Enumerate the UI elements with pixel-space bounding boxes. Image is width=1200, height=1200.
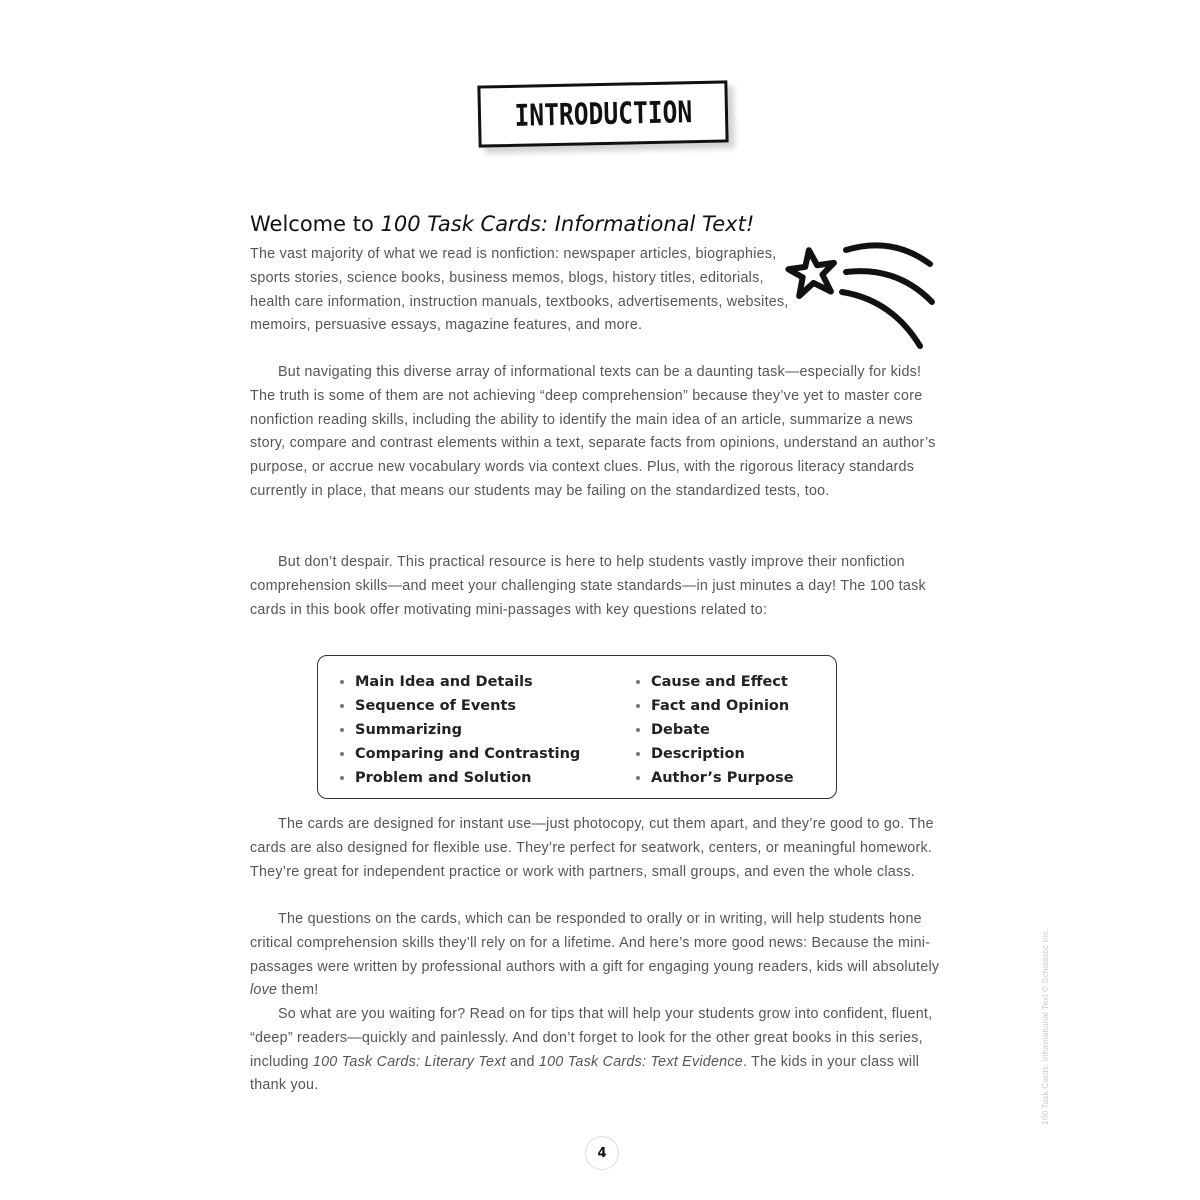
text-emphasis: love — [250, 982, 278, 999]
section-title-box — [477, 80, 728, 147]
skill-label: Comparing and Contrasting — [355, 746, 581, 762]
skill-item — [636, 670, 794, 694]
bullet-icon — [340, 752, 344, 756]
skill-item — [636, 694, 794, 718]
skills-list-box — [317, 655, 837, 799]
skill-label: Fact and Opinion — [651, 698, 790, 714]
paragraph-challenge: But navigating this diverse array of informational texts can be a daunting task—especially for kids! The truth is some of them are not achieving “deep comprehension” because they’ve yet to master core nonfiction reading skills, including the ability to identify the main idea of an article, summarize a news story, compare and contrast elements within a text, separate facts from opinions, understand an author’s purpose, or accrue new vocabulary words via context clues. Plus, with the rigorous literacy standards currently in place, that means our students may be failing on the standardized tests, too. — [250, 364, 936, 499]
bullet-icon — [340, 776, 344, 780]
skill-label: Description — [651, 746, 745, 762]
text-run: So what are you waiting for? Read on for tips that will help your students grow into confident, fluent, “deep” readers—quickly and painlessly. And don’t forget to look for the other great books in this series, including — [250, 1006, 933, 1070]
page-heading — [250, 212, 754, 236]
skill-label: Cause and Effect — [651, 674, 788, 690]
book-title-literary: 100 Task Cards: Literary Text — [312, 1053, 506, 1070]
skill-item — [340, 694, 580, 718]
book-title-evidence: 100 Task Cards: Text Evidence — [538, 1053, 743, 1070]
page-number-label: 4 — [597, 1145, 607, 1161]
bullet-icon — [636, 776, 640, 780]
paragraph-usage: The cards are designed for instant use—just photocopy, cut them apart, and they’re good to go. The cards are also designed for flexible use. They’re perfect for seatwork, centers, or meaningful homework. They’re great for independent practice or work with partners, small groups, and even the whole class. — [250, 816, 934, 880]
bullet-icon — [636, 680, 640, 684]
skill-item — [636, 766, 794, 790]
skill-item — [636, 742, 794, 766]
heading-prefix: Welcome to — [250, 212, 381, 237]
bullet-icon — [340, 704, 344, 708]
skill-item — [340, 670, 580, 694]
bullet-icon — [340, 680, 344, 684]
skills-list-left — [340, 670, 580, 790]
shooting-star-icon — [782, 236, 942, 356]
bullet-icon — [340, 728, 344, 732]
text-run: The questions on the cards, which can be responded to orally or in writing, will help students hone critical comprehension skills they’ll rely on for a lifetime. And here’s more good news: Because the mini-passages were written by professional authors with a gift for engaging young readers, kids will absolutely — [250, 911, 940, 975]
skill-label: Summarizing — [355, 722, 463, 738]
heading-book-title: 100 Task Cards: Informational Text! — [380, 212, 755, 237]
skill-item — [340, 718, 580, 742]
paragraph-closing — [250, 1003, 950, 1098]
paragraph-resource: But don’t despair. This practical resource is here to help students vastly improve their nonfiction comprehension skills—and meet your challenging state standards—in just minutes a day! The 100 task cards in this book offer motivating mini-passages with key questions related to: — [250, 554, 926, 618]
text-run: them! — [277, 982, 319, 999]
text-run: and — [505, 1053, 539, 1070]
skill-item — [340, 766, 580, 790]
page-number — [585, 1136, 619, 1170]
skill-item — [340, 742, 580, 766]
text-run: . The kids in your class will thank you. — [250, 1053, 920, 1094]
skills-list-right — [636, 670, 794, 790]
skill-label: Author’s Purpose — [651, 770, 794, 786]
paragraph-questions — [250, 908, 950, 1003]
skill-label: Debate — [651, 722, 710, 738]
bullet-icon — [636, 752, 640, 756]
skill-item — [636, 718, 794, 742]
copyright-notice: 100 Task Cards: Informational Text © Scholastic Inc. — [1040, 928, 1050, 1125]
bullet-icon — [636, 728, 640, 732]
paragraph-intro: The vast majority of what we read is nonfiction: newspaper articles, biographies, sports stories, science books, business memos, blogs, history titles, editorials, health care information, instruction manuals, textbooks, advertisements, websites, memoirs, persuasive essays, magazine features, and more. — [250, 246, 789, 334]
section-title: INTRODUCTION — [513, 94, 693, 134]
skill-label: Main Idea and Details — [355, 674, 533, 690]
skill-label: Problem and Solution — [355, 770, 532, 786]
bullet-icon — [636, 704, 640, 708]
skill-label: Sequence of Events — [355, 698, 517, 714]
